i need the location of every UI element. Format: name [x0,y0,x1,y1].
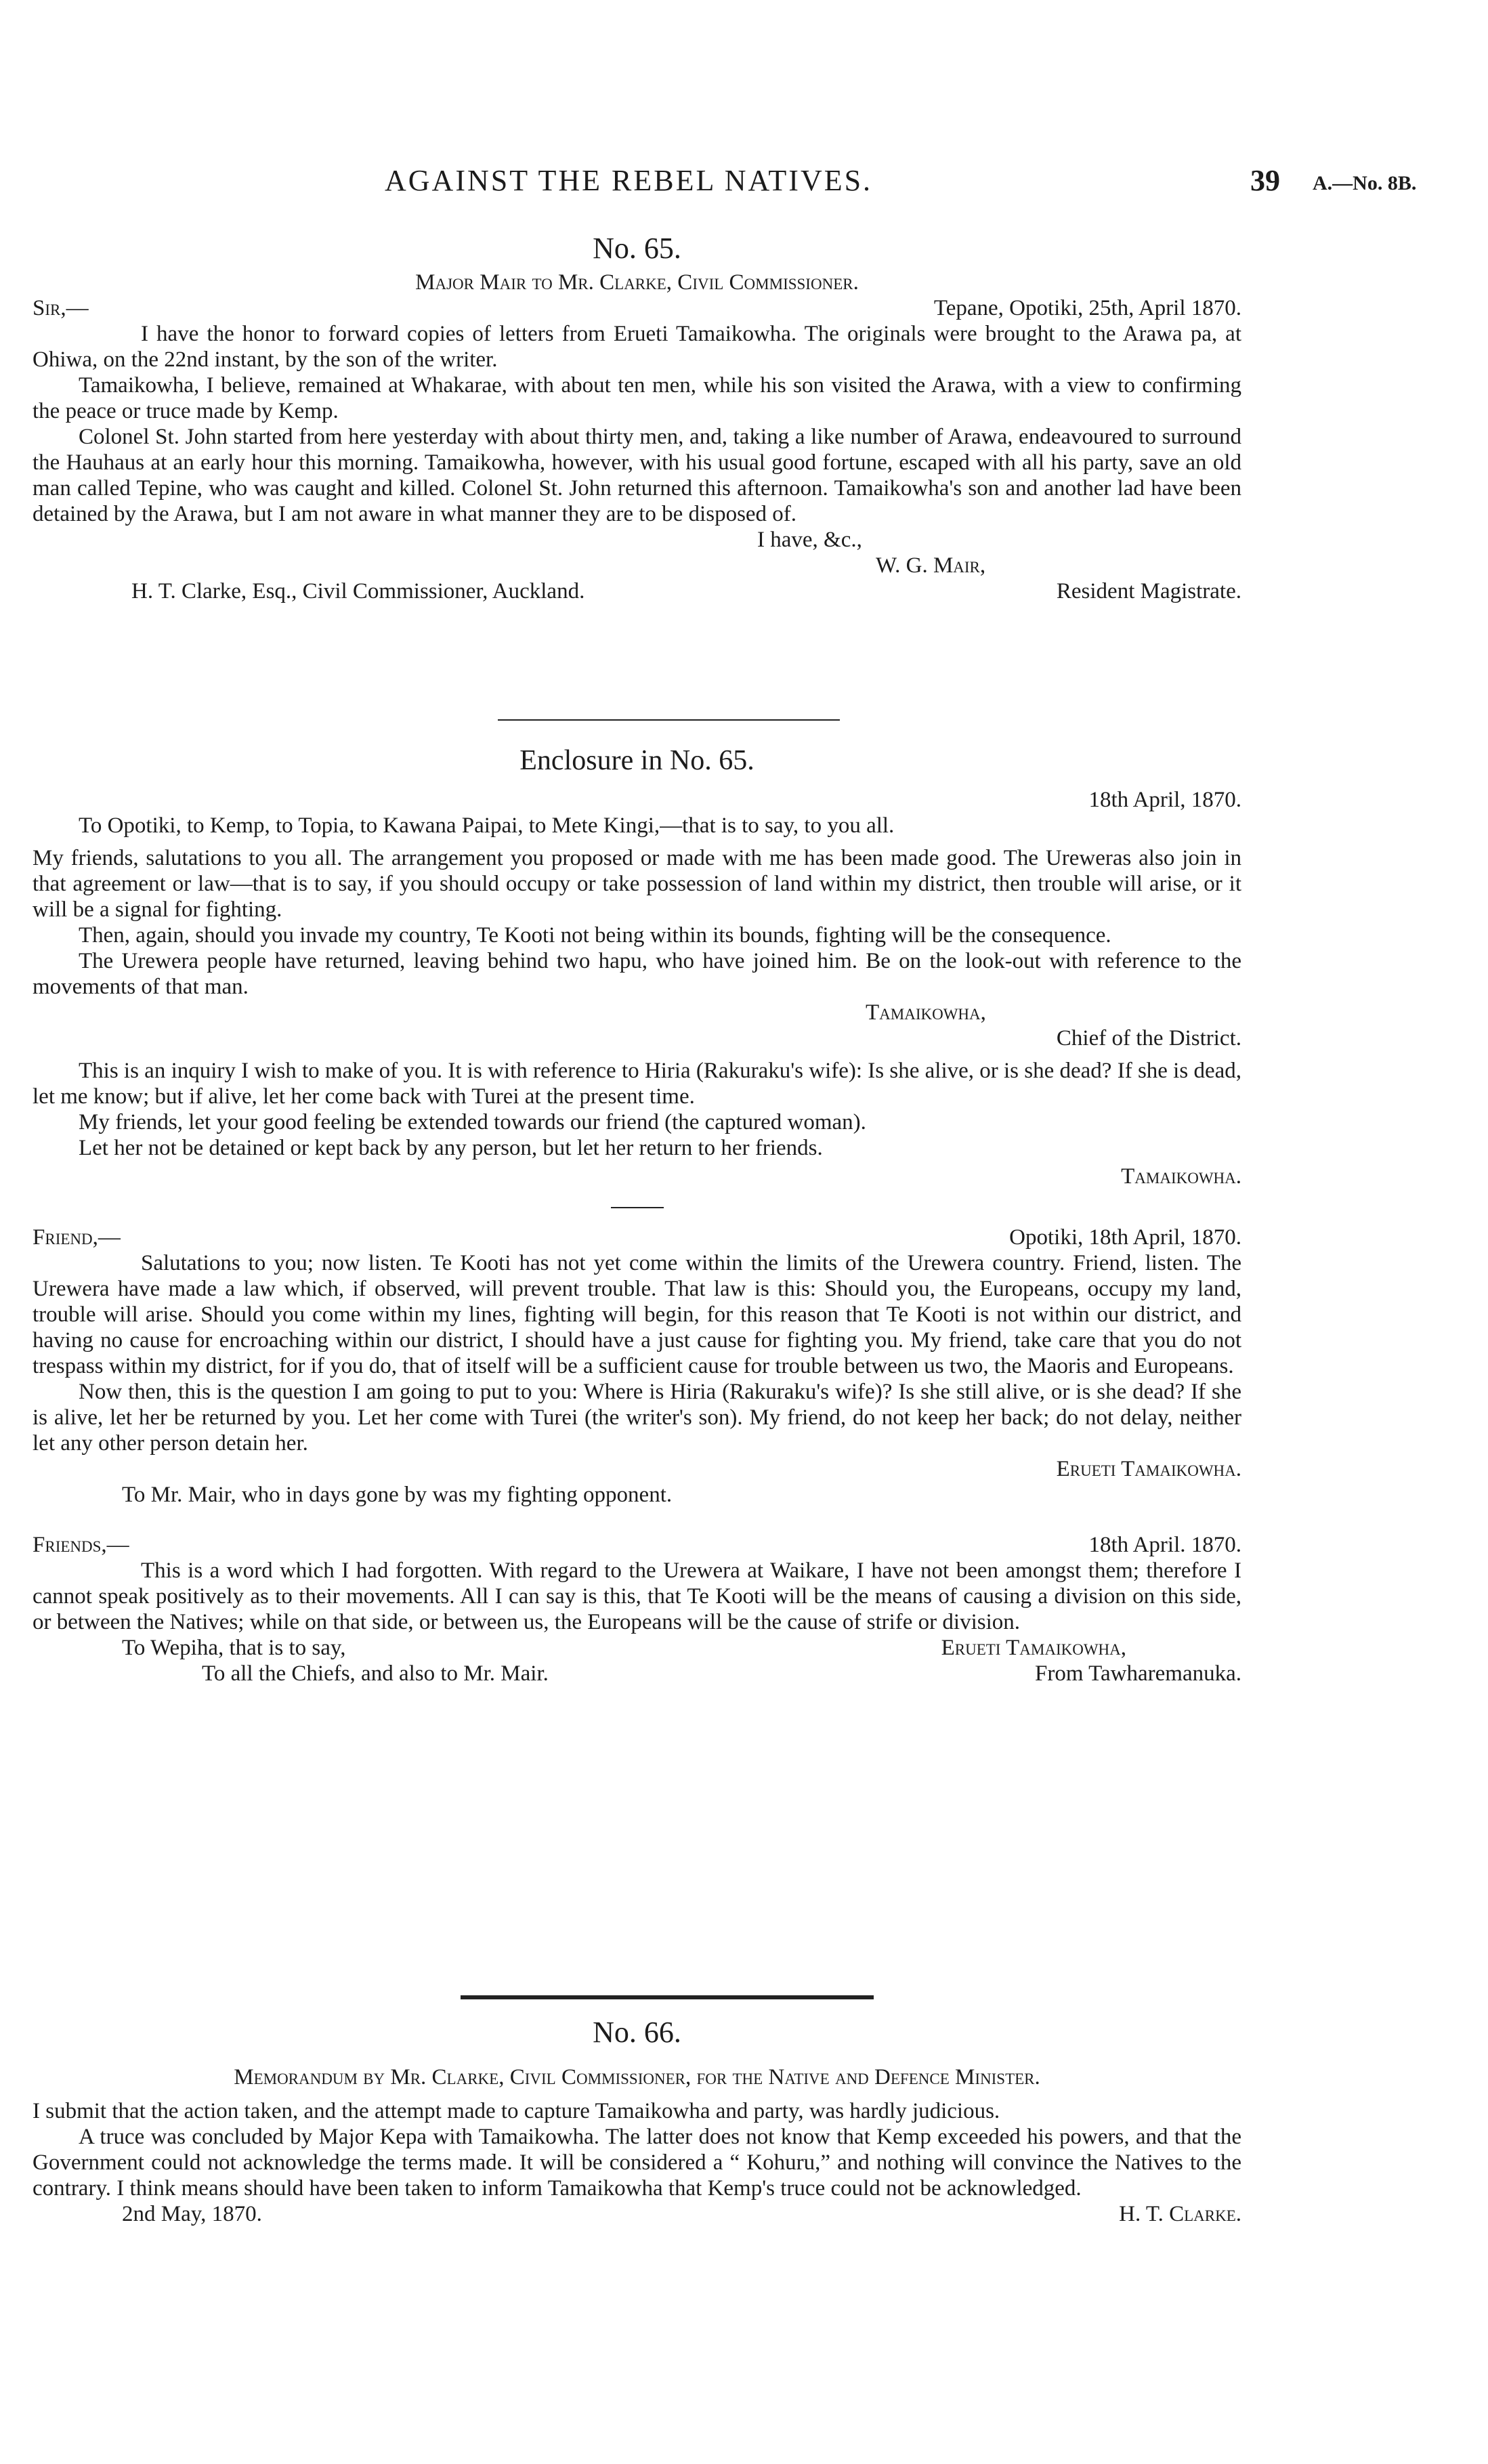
closing: I have, &c., [757,528,862,552]
letter-address: To Opotiki, to Kemp, to Topia, to Kawana Paipai, to Mete Kingi,—that is to say, to you all. [79,813,895,838]
letter-head [33,1225,1241,1250]
postscript: This is an inquiry I wish to make of you. It is with reference to Hiria (Rakuraku's wife): Is she alive, or is she dead? If she is dead, let me know; but if alive, let her come back with Turei at the present time. [33,1059,1241,1109]
short-divider [611,1207,664,1208]
signer-title: Resident Magistrate. [1056,579,1241,603]
letter-head [33,295,1241,321]
signer: Erueti Tamaikowha. [1056,1457,1241,1481]
enclosure-65 [33,744,1241,1686]
signer: H. T. Clarke. [1119,2202,1241,2226]
signature-line [33,1661,1241,1686]
enclosure-heading: Enclosure in No. 65. [519,745,754,776]
running-title: AGAINST THE REBEL NATIVES. [385,164,873,197]
signer: Tamaikowha. [1121,1164,1241,1189]
addressee: H. T. Clarke, Esq., Civil Commissioner, Auckland. [131,579,585,603]
paper-reference: A.—No. 8B. [1313,172,1417,194]
to-line: To Wepiha, that is to say, [122,1636,346,1660]
place-date: Tepane, Opotiki, 25th, April 1870. [933,296,1241,320]
document-number: No. 66. [593,2016,681,2049]
paragraph: A truce was concluded by Major Kepa with Tamaikowha. The latter does not know that Kemp exceeded his powers, and that the Government could not acknowledge the terms made. It will be considered a “ Kohuru,” and nothing will convince the Natives to the contrary. I think means should have been taken to inform Tamaikowha that Kemp's truce could not be acknowledged. [33,2125,1241,2201]
addressee: To Mr. Mair, who in days gone by was my fighting opponent. [122,1483,673,1507]
signature-line [33,578,1241,604]
document-caption: Memorandum by Mr. Clarke, Civil Commissioner, for the Native and Defence Minister. [234,2065,1040,2089]
letter-head [33,1532,1241,1558]
section-divider [461,1995,874,1999]
signer: Erueti Tamaikowha, [941,1636,1126,1660]
paragraph: I submit that the action taken, and the attempt made to capture Tamaikowha and party, was hardly judicious. [33,2099,1000,2123]
document-65 [33,232,1241,604]
section-divider [498,719,840,721]
document-number: No. 65. [593,232,681,265]
salutation: Friend,— [33,1225,121,1250]
salutation: Friends,— [33,1533,129,1557]
document-66 [33,2016,1241,2227]
page-number: 39 [1250,164,1280,197]
date-signature-line [33,2201,1241,2227]
paragraph: Colonel St. John started from here yesterday with about thirty men, and, taking a like number of Arawa, endeavoured to surround the Hauhaus at an early hour this morning. Tamaikowha, however, with his usual good fortune, escaped with all his party, save an old man called Tepine, who was caught and killed. Colonel St. John returned this afternoon. Tamaikowha's son and another lad have been detained by the Arawa, but I am not aware in what manner they are to be disposed of. [33,425,1241,526]
signature-line [33,1635,1241,1661]
signer-title: Chief of the District. [1056,1026,1241,1050]
paragraph: My friends, salutations to you all. The arrangement you proposed or made with me has been made good. The Ureweras also join in that agreement or law—that is to say, if you should occupy or take possession of land within my district, then trouble will arise, or it will be a signal for fighting. [33,846,1241,922]
paragraph: The Urewera people have returned, leaving behind two hapu, who have joined him. Be on the look-out with reference to the movements of that man. [33,949,1241,999]
postscript: Let her not be detained or kept back by any person, but let her return to her friends. [79,1136,823,1160]
paragraph: Then, again, should you invade my country, Te Kooti not being within its bounds, fighting will be the consequence. [79,923,1111,948]
signer: Tamaikowha, [866,1000,986,1025]
paragraph: Salutations to you; now listen. Te Kooti has not yet come within the limits of the Urewera country. Friend, listen. The Urewera have made a law which, if observed, will prevent trouble. That law is this: Should you, the Europeans, occupy my land, trouble will arise. Should you come within my lines, fighting will begin, for this reason that Te Kooti is not within our district, and having no cause for encroaching within our district, I should have a just cause for fighting you. My friend, take care that you do not trespass within my district, for if you do, that of itself will be a sufficient cause for trouble between us two, the Maoris and Europeans. [33,1251,1241,1378]
paragraph: This is a word which I had forgotten. With regard to the Urewera at Waikare, I have not been amongst them; therefore I cannot speak positively as to their movements. All I can say is this, that Te Kooti will be the means of causing a division on this side, or between the Natives; while on that side, or between us, the Europeans will be the cause of strife or division. [33,1558,1241,1634]
memo-date: 2nd May, 1870. [122,2202,262,2226]
paragraph: I have the honor to forward copies of letters from Erueti Tamaikowha. The originals were brought to the Arawa pa, at Ohiwa, on the 22nd instant, by the son of the writer. [33,322,1241,372]
signer: W. G. Mair, [876,553,986,578]
postscript: My friends, let your good feeling be extended towards our friend (the captured woman). [79,1110,866,1134]
to-line: To all the Chiefs, and also to Mr. Mair. [202,1661,549,1686]
letter-date: 18th April, 1870. [1088,788,1241,812]
from-line: From Tawharemanuka. [1035,1661,1241,1686]
paragraph: Tamaikowha, I believe, remained at Whakarae, with about ten men, while his son visited the Arawa, with a view to confirming the peace or truce made by Kemp. [33,373,1241,423]
letter-date: 18th April. 1870. [1088,1533,1241,1557]
paragraph: Now then, this is the question I am going to put to you: Where is Hiria (Rakuraku's wife)? Is she still alive, or is she dead? If she is alive, let her be returned by you. Let her come with Turei (the writer's son). My friend, do not keep her back; do not delay, neither let any other person detain her. [33,1380,1241,1456]
document-caption: Major Mair to Mr. Clarke, Civil Commissioner. [415,270,859,295]
salutation: Sir,— [33,296,89,320]
running-header [33,164,1417,209]
place-date: Opotiki, 18th April, 1870. [1009,1225,1241,1250]
